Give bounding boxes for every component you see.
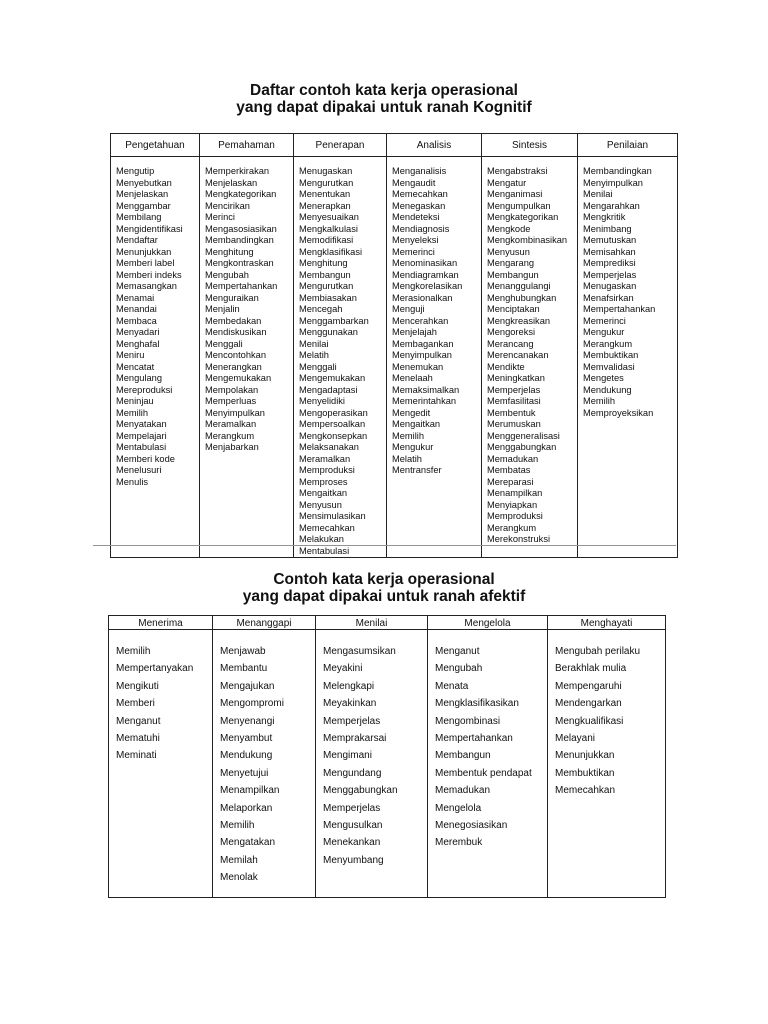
list-item: Meniru xyxy=(116,350,145,360)
kognitif-column-pemahaman xyxy=(200,157,294,558)
list-item: Membentuk xyxy=(487,407,536,418)
list-item: Mencerahkan xyxy=(392,315,449,326)
list-item: Memisahkan xyxy=(583,246,636,257)
afektif-column-menghayati xyxy=(548,630,666,898)
list-item: Menghafal xyxy=(116,338,160,349)
list-item: Meyakinkan xyxy=(323,698,377,710)
list-item: Memilah xyxy=(220,854,258,866)
list-item: Memperjelas xyxy=(323,802,381,814)
list-item: Memerinci xyxy=(583,315,626,326)
list-item: Mengurutkan xyxy=(299,177,354,188)
list-item: Merencanakan xyxy=(487,350,549,360)
list-item: Menyimpulkan xyxy=(392,350,452,360)
list-item: Membiasakan xyxy=(299,292,357,303)
list-item: Menjalin xyxy=(205,304,240,314)
list-item: Menyambut xyxy=(220,733,273,745)
list-item: Mengatakan xyxy=(220,837,276,849)
list-item: Membantu xyxy=(220,663,268,675)
list-item: Mengarang xyxy=(487,258,535,268)
list-item: Menulis xyxy=(116,476,149,487)
list-item: Memerinci xyxy=(392,246,435,257)
list-item: Menyeleksi xyxy=(392,235,439,245)
afektif-title-line1: Contoh kata kerja operasional xyxy=(273,571,495,588)
list-item: Menekankan xyxy=(323,837,381,849)
kognitif-header-penilaian: Penilaian xyxy=(578,134,678,157)
list-item: Melakukan xyxy=(299,534,344,544)
list-item: Meningkatkan xyxy=(487,373,545,383)
afektif-column-mengelola xyxy=(428,630,548,898)
afektif-column-menilai xyxy=(316,630,428,898)
list-item: Mengompromi xyxy=(220,698,284,710)
list-item: Menyumbang xyxy=(323,854,384,866)
list-item: Memaksimalkan xyxy=(392,384,460,395)
list-item: Membangun xyxy=(299,269,351,280)
list-item: Membuktikan xyxy=(583,350,639,360)
list-item: Memperjelas xyxy=(323,715,381,727)
list-item: Menunjukkan xyxy=(116,246,172,257)
list-item: Menyebutkan xyxy=(116,177,172,188)
afektif-header-menanggapi: Menanggapi xyxy=(213,616,316,630)
list-item: Mengikuti xyxy=(116,680,159,692)
list-item: Menanggulangi xyxy=(487,281,551,291)
list-item: Memilih xyxy=(116,407,149,418)
list-item: Mengabstraksi xyxy=(487,166,548,176)
list-item: Mereparasi xyxy=(487,476,534,487)
list-item: Mengkreasikan xyxy=(487,315,551,326)
kognitif-column-sintesis xyxy=(482,157,578,558)
list-item: Mengelola xyxy=(435,802,482,814)
kognitif-table xyxy=(110,133,678,558)
kognitif-body-row xyxy=(111,157,678,558)
list-item: Memberi indeks xyxy=(116,269,182,280)
list-item: Mengkategorikan xyxy=(487,212,559,222)
list-item: Menggali xyxy=(299,361,337,372)
list-item: Memecahkan xyxy=(392,189,448,199)
list-item: Menyusun xyxy=(487,246,530,257)
list-item: Menyenangi xyxy=(220,715,275,727)
kognitif-column-pengetahuan xyxy=(111,157,200,558)
list-item: Menyelidiki xyxy=(299,396,345,406)
kognitif-header-analisis: Analisis xyxy=(387,134,482,157)
list-item: Menugaskan xyxy=(299,166,353,176)
list-item: Menata xyxy=(435,680,469,692)
list-item: Mengetes xyxy=(583,373,624,383)
list-item: Menilai xyxy=(299,338,329,349)
list-item: Mendiskusikan xyxy=(205,327,267,337)
list-item: Mendeteksi xyxy=(392,212,440,222)
list-item: Mengoperasikan xyxy=(299,407,368,418)
list-item: Memperkirakan xyxy=(205,166,270,176)
list-item: Menghitung xyxy=(205,246,254,257)
list-item: Memproduksi xyxy=(299,465,355,475)
list-item: Mengaitkan xyxy=(299,488,348,498)
list-item: Melengkapi xyxy=(323,680,375,692)
list-item: Merembuk xyxy=(435,837,483,849)
list-item: Melaksanakan xyxy=(299,442,359,452)
list-item: Menyetujui xyxy=(220,767,269,779)
list-item: Menggambar xyxy=(116,200,171,211)
list-item: Mengubah perilaku xyxy=(555,646,641,657)
list-item: Menjawab xyxy=(220,646,266,657)
kognitif-header-pengetahuan: Pengetahuan xyxy=(111,134,200,157)
afektif-header-menilai: Menilai xyxy=(316,616,428,630)
afektif-header-row xyxy=(109,616,666,630)
list-item: Merasionalkan xyxy=(392,292,453,303)
list-item: Mentransfer xyxy=(392,465,442,475)
list-item: Menganimasi xyxy=(487,189,543,199)
list-item: Menyimpulkan xyxy=(583,177,643,188)
list-item: Mengukur xyxy=(583,327,625,337)
kognitif-header-sintesis: Sintesis xyxy=(482,134,578,157)
list-item: Menampilkan xyxy=(487,488,543,498)
list-item: Mengadaptasi xyxy=(299,384,358,395)
afektif-title xyxy=(0,571,768,605)
list-item: Membagankan xyxy=(392,338,454,349)
list-item: Menentukan xyxy=(299,189,351,199)
list-item: Mengemukakan xyxy=(205,373,272,383)
list-item: Menganut xyxy=(116,715,161,727)
list-item: Memproduksi xyxy=(487,511,543,521)
list-item: Merancang xyxy=(487,338,534,349)
afektif-column-menanggapi xyxy=(213,630,316,898)
list-item: Menggabungkan xyxy=(323,785,398,797)
list-item: Menandai xyxy=(116,304,157,314)
kognitif-title xyxy=(0,82,768,116)
list-item: Mendiagnosis xyxy=(392,223,450,234)
list-item: Mengurutkan xyxy=(299,281,354,291)
list-item: Mengklasifikasi xyxy=(299,246,363,257)
list-item: Mengasumsikan xyxy=(323,646,396,657)
list-item: Menggeneralisasi xyxy=(487,430,560,441)
afektif-title-line2: yang dapat dipakai untuk ranah afektif xyxy=(242,588,526,605)
afektif-table xyxy=(108,615,666,898)
list-item: Mendiagramkan xyxy=(392,269,459,280)
list-item: Mendukung xyxy=(220,750,273,762)
list-item: Meyakini xyxy=(323,663,363,675)
list-item: Mengklasifikasikan xyxy=(435,698,519,710)
list-item: Membentuk pendapat xyxy=(435,767,532,779)
list-item: Memilih xyxy=(392,430,425,441)
list-item: Mencatat xyxy=(116,361,155,372)
list-item: Menggambarkan xyxy=(299,315,369,326)
list-item: Menamai xyxy=(116,292,155,303)
afektif-header-menerima: Menerima xyxy=(109,616,213,630)
list-item: Melaporkan xyxy=(220,802,273,814)
list-item: Mengubah xyxy=(205,269,249,280)
list-item: Mengkonsepkan xyxy=(299,430,368,441)
list-item: Memerintahkan xyxy=(392,396,457,406)
list-item: Mencegah xyxy=(299,304,343,314)
list-item: Membedakan xyxy=(205,315,262,326)
list-item: Memberi kode xyxy=(116,453,175,464)
list-item: Mengoreksi xyxy=(487,327,536,337)
list-item: Mengutip xyxy=(116,166,155,176)
list-item: Mempersoalkan xyxy=(299,419,366,429)
list-item: Memecahkan xyxy=(299,522,355,533)
list-item: Membangun xyxy=(435,750,491,762)
list-item: Mengkritik xyxy=(583,212,626,222)
afektif-body-row xyxy=(109,630,666,898)
list-item: Melayani xyxy=(555,733,596,745)
list-item: Mendengarkan xyxy=(555,698,622,710)
list-item: Memadukan xyxy=(435,785,491,797)
list-item: Menyatakan xyxy=(116,419,167,429)
list-item: Menjelajah xyxy=(392,327,437,337)
list-item: Mengarahkan xyxy=(583,200,640,211)
list-item: Memproyeksikan xyxy=(583,407,654,418)
kognitif-header-pemahaman: Pemahaman xyxy=(200,134,294,157)
list-item: Meramalkan xyxy=(299,453,351,464)
list-item: Memfasilitasi xyxy=(487,396,541,406)
list-item: Menegosiasikan xyxy=(435,820,508,832)
list-item: Menghitung xyxy=(299,258,348,268)
list-item: Memecahkan xyxy=(555,785,616,797)
kognitif-title-line1: Daftar contoh kata kerja operasional xyxy=(250,82,518,99)
list-item: Menghubungkan xyxy=(487,292,557,303)
list-item: Menggabungkan xyxy=(487,442,557,452)
list-item: Menominasikan xyxy=(392,258,458,268)
list-item: Memutuskan xyxy=(583,235,637,245)
list-item: Memilih xyxy=(116,646,151,657)
list-item: Mengaitkan xyxy=(392,419,441,429)
list-item: Menyusun xyxy=(299,499,342,510)
list-item: Menimbang xyxy=(583,223,632,234)
list-item: Membatas xyxy=(487,465,531,475)
afektif-column-menerima xyxy=(109,630,213,898)
list-item: Menggunakan xyxy=(299,327,358,337)
list-item: Menelusuri xyxy=(116,465,162,475)
list-item: Menemukan xyxy=(392,361,444,372)
list-item: Menunjukkan xyxy=(555,750,615,762)
kognitif-column-analisis xyxy=(387,157,482,558)
list-item: Membuktikan xyxy=(555,767,615,779)
list-item: Memperjelas xyxy=(487,384,541,395)
list-item: Mempertahankan xyxy=(583,304,656,314)
list-item: Mempertahankan xyxy=(205,281,278,291)
list-item: Mengatur xyxy=(487,177,527,188)
list-item: Menampilkan xyxy=(220,785,280,797)
list-item: Mereproduksi xyxy=(116,384,173,395)
list-item: Menjelaskan xyxy=(205,177,258,188)
list-item: Memprediksi xyxy=(583,258,636,268)
list-item: Meminati xyxy=(116,750,157,762)
list-item: Menelaah xyxy=(392,373,433,383)
list-item: Memprakarsai xyxy=(323,733,387,745)
list-item: Menilai xyxy=(583,189,613,199)
list-item: Membandingkan xyxy=(205,235,274,245)
list-item: Memberi label xyxy=(116,258,175,268)
list-item: Menerapkan xyxy=(299,200,351,211)
list-item: Mengimani xyxy=(323,750,372,762)
list-item: Mengkontraskan xyxy=(205,258,274,268)
list-item: Membilang xyxy=(116,212,162,222)
list-item: Mencontohkan xyxy=(205,350,266,360)
list-item: Mendukung xyxy=(583,384,632,395)
list-item: Menggali xyxy=(205,338,243,349)
list-item: Mempelajari xyxy=(116,430,167,441)
list-item: Mengusulkan xyxy=(323,820,383,832)
list-item: Merinci xyxy=(205,212,235,222)
list-item: Mengedit xyxy=(392,407,431,418)
list-item: Mengasosiasikan xyxy=(205,223,277,234)
list-item: Mengajukan xyxy=(220,680,275,692)
list-item: Meramalkan xyxy=(205,419,257,429)
afektif-header-mengelola: Mengelola xyxy=(428,616,548,630)
kognitif-title-line2: yang dapat dipakai untuk ranah Kognitif xyxy=(236,99,532,116)
list-item: Mempolakan xyxy=(205,384,259,395)
list-item: Memilih xyxy=(583,396,616,406)
list-item: Menegaskan xyxy=(392,200,446,211)
list-item: Merangkum xyxy=(583,338,633,349)
list-item: Membangun xyxy=(487,269,539,280)
list-item: Merangkum xyxy=(487,522,537,533)
list-item: Berakhlak mulia xyxy=(555,663,627,675)
list-item: Menguji xyxy=(392,304,425,314)
list-item: Mengkalkulasi xyxy=(299,223,358,234)
list-item: Menjabarkan xyxy=(205,442,259,452)
list-item: Mempertahankan xyxy=(435,733,513,745)
list-item: Mengemukakan xyxy=(299,373,366,383)
list-item: Mendikte xyxy=(487,361,525,372)
list-item: Mencirikan xyxy=(205,200,250,211)
list-item: Menyesuaikan xyxy=(299,212,359,222)
list-item: Mempertanyakan xyxy=(116,663,194,675)
list-item: Merumuskan xyxy=(487,419,541,429)
list-item: Menganalisis xyxy=(392,166,447,176)
list-item: Mengkorelasikan xyxy=(392,281,463,291)
list-item: Mengkode xyxy=(487,223,531,234)
kognitif-column-penilaian xyxy=(578,157,678,558)
list-item: Mengombinasi xyxy=(435,715,501,727)
list-item: Mengkualifikasi xyxy=(555,715,624,727)
list-item: Memperluas xyxy=(205,396,257,406)
list-item: Mengidentifikasi xyxy=(116,223,183,234)
list-item: Menugaskan xyxy=(583,281,637,291)
list-item: Mendaftar xyxy=(116,235,158,245)
list-item: Menyimpulkan xyxy=(205,407,265,418)
list-item: Memvalidasi xyxy=(583,361,635,372)
list-item: Menyadari xyxy=(116,327,160,337)
list-item: Membaca xyxy=(116,315,157,326)
list-item: Merangkum xyxy=(205,430,255,441)
list-item: Mengundang xyxy=(323,767,382,779)
list-item: Menguraikan xyxy=(205,292,259,303)
list-item: Mengulang xyxy=(116,373,163,383)
list-item: Mengaudit xyxy=(392,177,436,188)
list-item: Memadukan xyxy=(487,453,539,464)
list-item: Meninjau xyxy=(116,396,154,406)
list-item: Mentabulasi xyxy=(299,545,350,556)
list-item: Memperjelas xyxy=(583,269,637,280)
list-item: Memberi xyxy=(116,698,155,710)
list-item: Memproses xyxy=(299,476,348,487)
list-item: Menjelaskan xyxy=(116,189,169,199)
kognitif-header-row xyxy=(111,134,678,157)
section-divider xyxy=(93,545,676,546)
list-item: Menciptakan xyxy=(487,304,540,314)
list-item: Mengkombinasikan xyxy=(487,235,568,245)
list-item: Menyiapkan xyxy=(487,499,538,510)
kognitif-column-penerapan xyxy=(294,157,387,558)
list-item: Mematuhi xyxy=(116,733,160,745)
list-item: Menolak xyxy=(220,872,258,884)
list-item: Membandingkan xyxy=(583,166,652,176)
list-item: Mensimulasikan xyxy=(299,511,366,521)
list-item: Mengkategorikan xyxy=(205,189,277,199)
list-item: Menganut xyxy=(435,646,480,657)
list-item: Memodifikasi xyxy=(299,235,354,245)
list-item: Memasangkan xyxy=(116,281,177,291)
list-item: Mempengaruhi xyxy=(555,680,622,692)
list-item: Menerangkan xyxy=(205,361,262,372)
afektif-header-menghayati: Menghayati xyxy=(548,616,666,630)
kognitif-header-penerapan: Penerapan xyxy=(294,134,387,157)
list-item: Melatih xyxy=(299,350,329,360)
list-item: Mengukur xyxy=(392,442,434,452)
list-item: Mengubah xyxy=(435,663,483,675)
list-item: Melatih xyxy=(392,453,422,464)
list-item: Mentabulasi xyxy=(116,442,167,452)
list-item: Menafsirkan xyxy=(583,292,634,303)
list-item: Mengumpulkan xyxy=(487,200,551,211)
list-item: Memilih xyxy=(220,820,255,832)
list-item: Merekonstruksi xyxy=(487,534,551,544)
